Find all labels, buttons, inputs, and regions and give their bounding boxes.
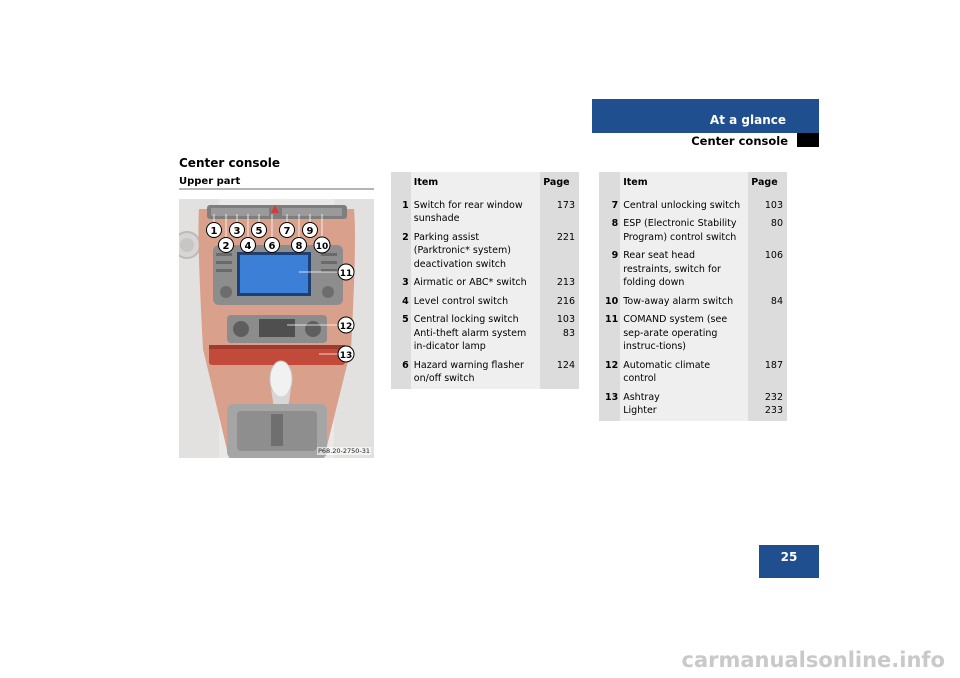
table-row — [599, 293, 787, 312]
row-page: 216 — [540, 293, 579, 312]
row-num: 2 — [391, 229, 411, 275]
table-header-row — [391, 172, 579, 197]
svg-text:1: 1 — [210, 226, 218, 237]
callout-10 — [314, 237, 330, 253]
callout-13 — [338, 346, 354, 362]
row-page: 106 — [748, 247, 787, 293]
row-num: 8 — [599, 215, 620, 247]
callout-8 — [292, 238, 307, 253]
section-title: Center console — [179, 156, 280, 170]
row-page: 187 — [748, 357, 787, 389]
row-num: 4 — [391, 293, 411, 312]
row-item: Level control switch — [411, 293, 540, 312]
table-row — [391, 274, 579, 293]
table-row — [599, 215, 787, 247]
row-page — [748, 311, 787, 357]
callout-1 — [207, 223, 222, 238]
table-row — [391, 293, 579, 312]
row-num: 13 — [599, 389, 620, 421]
svg-text:8: 8 — [295, 241, 303, 252]
header-num — [391, 172, 411, 197]
svg-text:5: 5 — [255, 226, 263, 237]
items-table-left — [391, 172, 579, 389]
callout-11 — [338, 264, 354, 280]
row-page: 84 — [748, 293, 787, 312]
header-title: At a glance — [709, 113, 786, 127]
row-num: 11 — [599, 311, 620, 357]
table-row — [599, 389, 787, 421]
items-table-right — [599, 172, 787, 421]
row-page: 232 233 — [748, 389, 787, 421]
svg-text:3: 3 — [233, 226, 241, 237]
table-row — [599, 247, 787, 293]
header-marker — [797, 133, 819, 147]
row-num: 9 — [599, 247, 620, 293]
row-item: Parking assist (Parktronic* system) deactivation switch — [411, 229, 540, 275]
page-number: 25 — [759, 545, 819, 578]
svg-text:11: 11 — [339, 269, 353, 279]
svg-text:7: 7 — [283, 226, 291, 237]
callout-9 — [303, 223, 318, 238]
row-num: 6 — [391, 357, 411, 389]
row-num: 3 — [391, 274, 411, 293]
header-page: Page — [540, 172, 579, 197]
table-header-row — [599, 172, 787, 197]
section-rule — [179, 188, 374, 190]
row-page: 221 — [540, 229, 579, 275]
callout-6 — [265, 238, 280, 253]
row-num: 12 — [599, 357, 620, 389]
row-item: Automatic climate control — [620, 357, 748, 389]
header-item: Item — [411, 172, 540, 197]
row-num: 10 — [599, 293, 620, 312]
row-page: 124 — [540, 357, 579, 389]
watermark: carmanualsonline.info — [681, 648, 945, 672]
row-item: COMAND system (see sep-arate operating instruc-tions) — [620, 311, 748, 357]
svg-text:13: 13 — [339, 351, 353, 361]
callout-12 — [338, 317, 354, 333]
row-item: Rear seat head restraints, switch for folding down — [620, 247, 748, 293]
row-item: Ashtray Lighter — [620, 389, 748, 421]
svg-text:10: 10 — [315, 242, 329, 252]
callout-7 — [280, 223, 295, 238]
callout-5 — [252, 223, 267, 238]
row-page: 103 83 — [540, 311, 579, 357]
figure-code: P68.20-2750-31 — [317, 447, 370, 455]
callout-3 — [230, 223, 245, 238]
svg-text:6: 6 — [268, 241, 276, 252]
row-num: 5 — [391, 311, 411, 357]
svg-text:2: 2 — [222, 241, 230, 252]
row-num: 7 — [599, 197, 620, 216]
header-item: Item — [620, 172, 748, 197]
header-page: Page — [748, 172, 787, 197]
row-item: Hazard warning flasher on/off switch — [411, 357, 540, 389]
row-item: Tow-away alarm switch — [620, 293, 748, 312]
row-num: 1 — [391, 197, 411, 229]
row-item: Central unlocking switch — [620, 197, 748, 216]
svg-text:9: 9 — [306, 226, 314, 237]
table-row — [391, 357, 579, 389]
table-row — [391, 229, 579, 275]
svg-text:12: 12 — [339, 322, 353, 332]
section-subtitle: Upper part — [179, 176, 241, 187]
row-item: Airmatic or ABC* switch — [411, 274, 540, 293]
callout-2 — [219, 238, 234, 253]
console-illustration — [179, 199, 374, 458]
center-console-photo — [179, 199, 374, 458]
row-item: ESP (Electronic Stability Program) control switch — [620, 215, 748, 247]
row-item: Switch for rear window sunshade — [411, 197, 540, 229]
row-page: 103 — [748, 197, 787, 216]
table-row — [391, 197, 579, 229]
callout-4 — [241, 238, 256, 253]
table-row — [599, 197, 787, 216]
row-page: 213 — [540, 274, 579, 293]
table-row — [391, 311, 579, 357]
row-page: 173 — [540, 197, 579, 229]
table-row — [599, 311, 787, 357]
header-box — [592, 99, 819, 133]
svg-text:4: 4 — [244, 241, 252, 252]
header-num — [599, 172, 620, 197]
table-row — [599, 357, 787, 389]
row-item: Central locking switch Anti-theft alarm system in-dicator lamp — [411, 311, 540, 357]
header-subtitle: Center console — [691, 134, 788, 148]
row-page: 80 — [748, 215, 787, 247]
